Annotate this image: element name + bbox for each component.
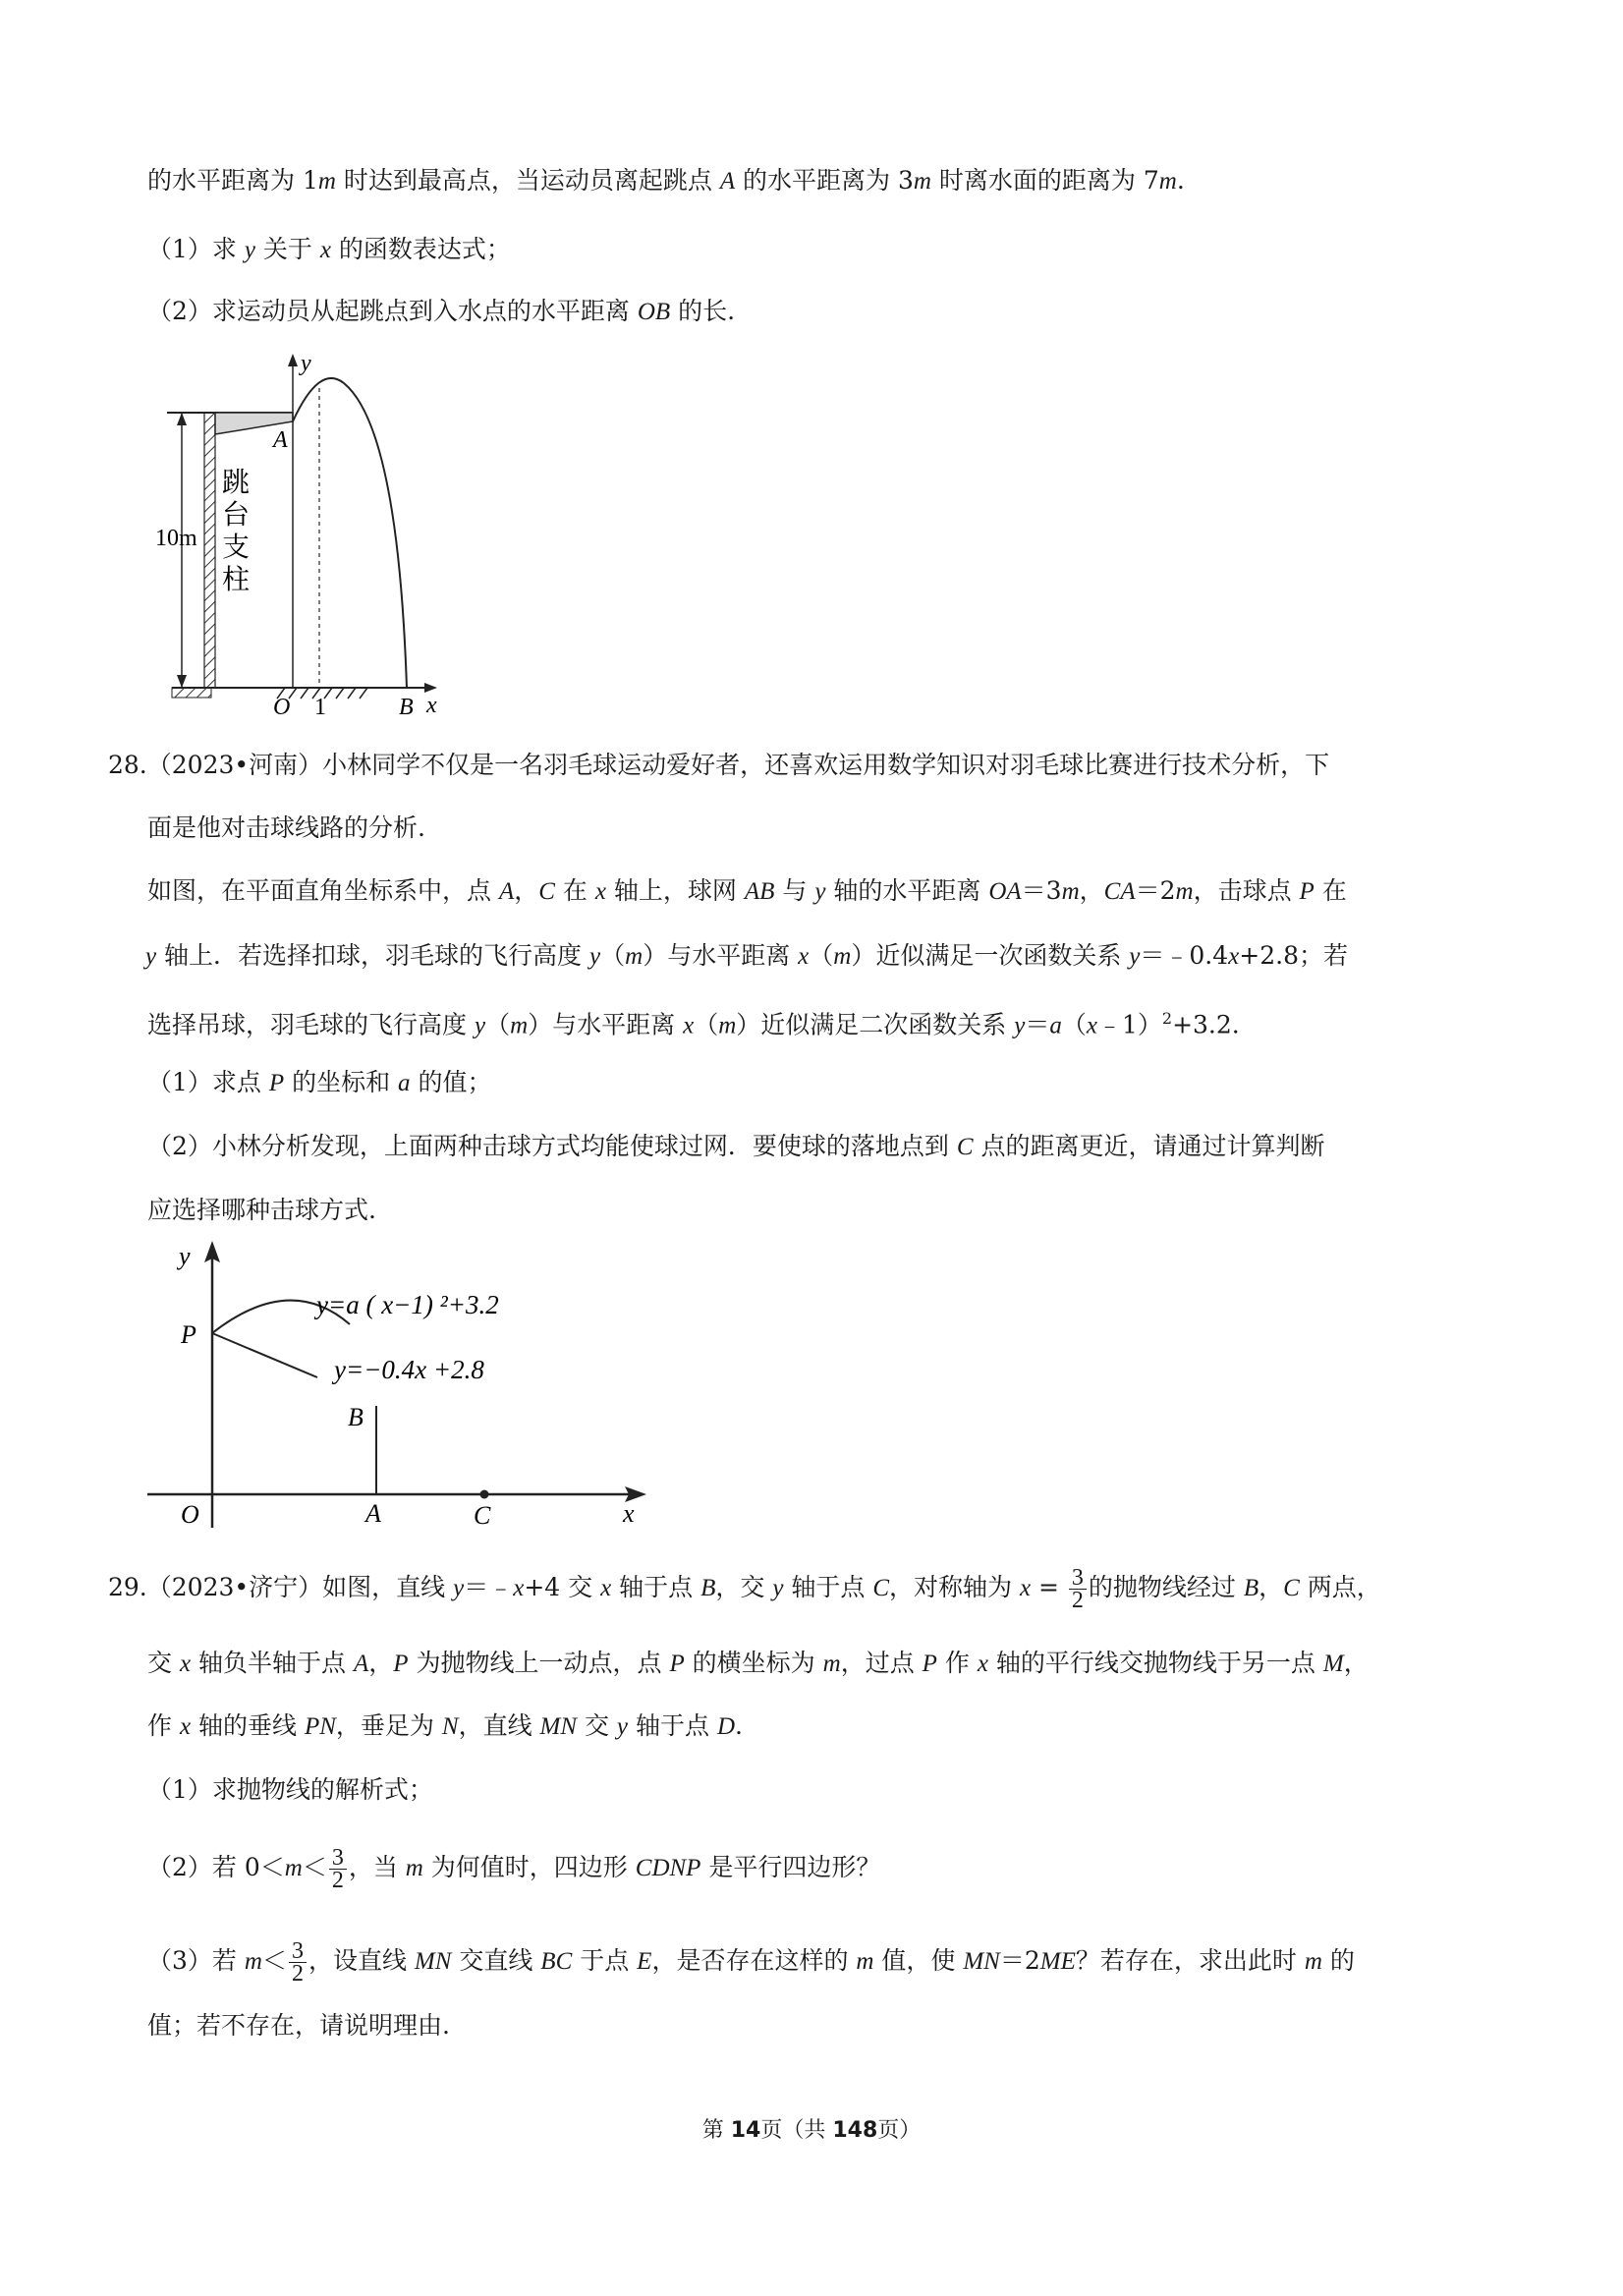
fig2-quad-label: y=a ( x−1) ²+3.2 bbox=[316, 1290, 499, 1319]
fig2-label-P: P bbox=[181, 1320, 196, 1349]
fraction-3-2: $\frac{3}{2}$ bbox=[329, 1847, 347, 1891]
fig1-support-1: 跳 bbox=[222, 466, 251, 498]
linear-line bbox=[212, 1333, 317, 1377]
q28-line5: 选择吊球，羽毛球的飞行高度 y（m）与水平距离 x（m）近似满足二次函数关系 y＝a（x﹣1）$^2$+3.2. bbox=[147, 1009, 1240, 1039]
q29-line2: 交 x 轴负半轴于点 A，P 为抛物线上一动点，点 P 的横坐标为 m，过点 P 作 x 轴的平行线交抛物线于另一点 M， bbox=[147, 1649, 1369, 1677]
fig1-support-2: 台 bbox=[222, 498, 251, 531]
fig2-label-O: O bbox=[181, 1500, 199, 1529]
fraction-3-2: $\frac{3}{2}$ bbox=[1069, 1567, 1087, 1611]
fig1-label-1: 1 bbox=[314, 695, 326, 720]
fig1-label-y: y bbox=[301, 351, 311, 376]
fig2-label-B: B bbox=[348, 1403, 364, 1431]
q28-head: 28.（2023•河南）小林同学不仅是一名羽毛球运动爱好者，还喜欢运用数学知识对羽毛球比赛进行技术分析，下 bbox=[108, 751, 1330, 779]
q29-line1: 29.（2023•济宁）如图，直线 y＝﹣x+4 交 x 轴于点 B，交 y 轴于点 C，对称轴为 x = $\frac{3}{2}$ 的抛物线经过 B，C 两点， bbox=[108, 1565, 1381, 1613]
fig1-support-3: 支 bbox=[222, 531, 251, 563]
fig2-label-y: y bbox=[179, 1242, 191, 1270]
page-footer: 第 14页（共 148页） bbox=[701, 2118, 922, 2143]
q28-part1: （1）求点 P 的坐标和 a 的值； bbox=[147, 1068, 492, 1096]
q29-line3: 作 x 轴的垂线 PN，垂足为 N，直线 MN 交 y 轴于点 D. bbox=[147, 1711, 743, 1740]
q28-head2: 面是他对击球线路的分析. bbox=[147, 813, 425, 842]
q28-part2-cont: 应选择哪种击球方式. bbox=[147, 1196, 376, 1224]
q29-part1: （1）求抛物线的解析式； bbox=[147, 1775, 433, 1804]
point-C bbox=[480, 1490, 489, 1499]
q29-part3-cont: 值；若不存在，请说明理由. bbox=[147, 2011, 450, 2040]
fig1-label-A: A bbox=[273, 427, 288, 453]
fig2-label-C: C bbox=[474, 1501, 491, 1530]
fraction-3-2: $\frac{3}{2}$ bbox=[289, 1940, 307, 1985]
fig1-label-height: 10m bbox=[155, 526, 197, 551]
ground-hatch bbox=[172, 688, 211, 698]
q28-part2: （2）小林分析发现，上面两种击球方式均能使球过网．要使球的落地点到 C 点的距离更近，请通过计算判断 bbox=[147, 1132, 1325, 1160]
page-number: 14 bbox=[730, 2118, 761, 2143]
q29-part2: （2）若 0＜m＜ $\frac{3}{2}$ ，当 m 为何值时，四边形 CDNP 是平行四边形？ bbox=[147, 1845, 881, 1893]
q27-continuation-line: 的水平距离为 1m 时达到最高点，当运动员离起跳点 A 的水平距离为 3m 时离水面的距离为 7m. bbox=[147, 166, 1185, 195]
q27-part1: （1）求 y 关于 x 的函数表达式； bbox=[147, 235, 511, 263]
fig1-label-O: O bbox=[273, 695, 291, 720]
q29-part3: （3）若 m＜ $\frac{3}{2}$ ，设直线 MN 交直线 BC 于点 E，是否存在这样的 m 值，使 MN＝2ME？若存在，求出此时 m 的 bbox=[147, 1938, 1355, 1987]
fig2-label-x: x bbox=[623, 1499, 635, 1528]
fig1-support-4: 柱 bbox=[222, 563, 251, 595]
q27-part2: （2）求运动员从起跳点到入水点的水平距离 OB 的长. bbox=[147, 297, 736, 325]
total-pages: 148 bbox=[832, 2118, 878, 2143]
q28-line4: y 轴上．若选择扣球，羽毛球的飞行高度 y（m）与水平距离 x（m）近似满足一次函数关系 y＝﹣0.4x+2.8；若 bbox=[145, 941, 1348, 970]
support-column bbox=[204, 413, 215, 688]
badminton-figure bbox=[138, 1233, 668, 1538]
fig1-label-x: x bbox=[426, 693, 437, 718]
fig2-label-A: A bbox=[365, 1499, 381, 1528]
q28-line3: 如图，在平面直角坐标系中，点 A，C 在 x 轴上，球网 AB 与 y 轴的水平距离 OA＝3m，CA＝2m，击球点 P 在 bbox=[147, 876, 1347, 905]
trajectory-curve bbox=[293, 378, 407, 688]
diving-figure bbox=[155, 349, 462, 720]
fig1-label-B: B bbox=[399, 695, 414, 720]
fig2-linear-label: y=−0.4x +2.8 bbox=[334, 1355, 484, 1384]
